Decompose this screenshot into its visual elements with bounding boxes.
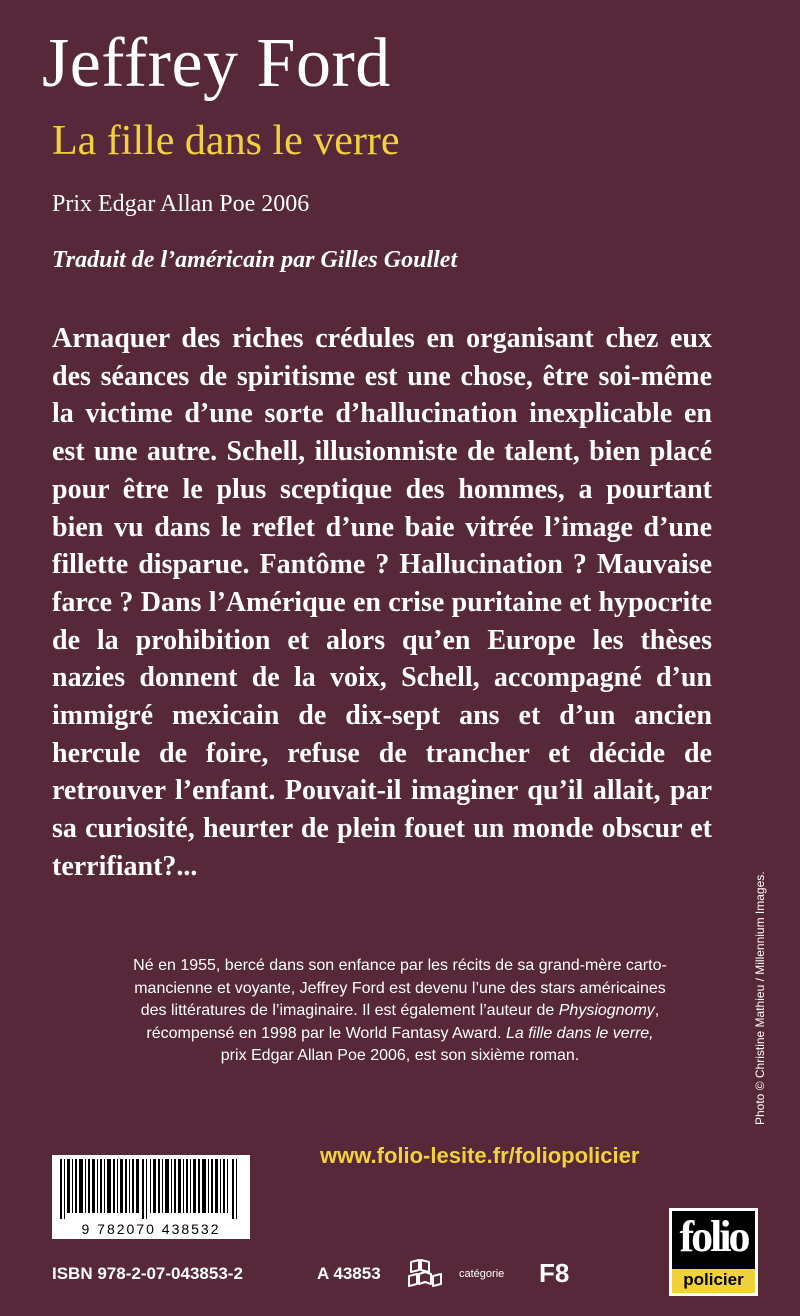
product-code: A 43853 (317, 1264, 381, 1283)
bio-text: des littératures de l’imaginaire. Il est également l’auteur de (140, 1002, 555, 1019)
logo-top-text: folio (672, 1211, 755, 1269)
bottom-info-row (52, 1258, 752, 1290)
bio-book-title: La fille dans le verre, (505, 1024, 654, 1042)
barcode-bars (56, 1159, 246, 1219)
book-title: La fille dans le verre (52, 118, 400, 164)
prize-line: Prix Edgar Allan Poe 2006 (52, 191, 310, 217)
logo-bottom-text: policier (672, 1269, 755, 1293)
author-bio (0, 955, 800, 1068)
bio-text: récompensé en 1998 par le World Fantasy Award. (146, 1024, 502, 1042)
barcode-number: 9 782070 438532 (81, 1221, 221, 1237)
bio-line: mancienne et voyante, Jeffrey Ford est devenu l’une des stars américaines (134, 979, 666, 997)
books-icon (405, 1258, 445, 1295)
author-name: Jeffrey Ford (42, 25, 391, 102)
website-url[interactable]: www.folio-lesite.fr/foliopolicier (320, 1143, 640, 1168)
translator-line: Traduit de l’américain par Gilles Goullet (52, 247, 458, 273)
bio-line (0, 1023, 800, 1046)
folio-policier-logo (669, 1208, 758, 1296)
isbn: ISBN 978-2-07-043853-2 (52, 1264, 243, 1283)
photo-credit: Photo © Christine Mathieu / Millennium Images. (753, 871, 767, 1125)
blurb-text: Arnaquer des riches crédules en organisant chez eux des séances de spiritisme est une chose, être soi-même la victime d’une sorte d’hallucination inexplicable en est une autre. Schell, illusionniste de talent, bien placé pour être le plus sceptique des hommes, a pourtant bien vu dans le reflet d’une baie vitrée l’image d’une fillette disparue. Fantôme ? Hallucination ? Mauvaise farce ? Dans l’Amérique en crise puritaine et hypocrite de la prohibition et alors qu’en Europe les thèses nazies donnent de la voix, Schell, accompagné d’un immigré mexicain de dix-sept ans et d’un ancien hercule de foire, refuse de trancher et décide de retrouver l’enfant. Pouvait-il imaginer qu’il allait, par sa curiosité, heurter de plein fouet un monde obscur et terrifiant?... (52, 323, 712, 882)
bio-book-title: Physiognomy (558, 1002, 655, 1019)
bio-line: des littératures de l’imaginaire. Il est également l’auteur de Physiognomy, (140, 1002, 660, 1019)
bio-line: Né en 1955, bercé dans son enfance par les récits de sa grand-mère carto- (133, 957, 667, 974)
barcode (52, 1155, 250, 1239)
bio-line: prix Edgar Allan Poe 2006, est son sixième roman. (220, 1047, 580, 1064)
category-label: catégorie (459, 1268, 505, 1280)
category-value: F8 (539, 1258, 570, 1288)
